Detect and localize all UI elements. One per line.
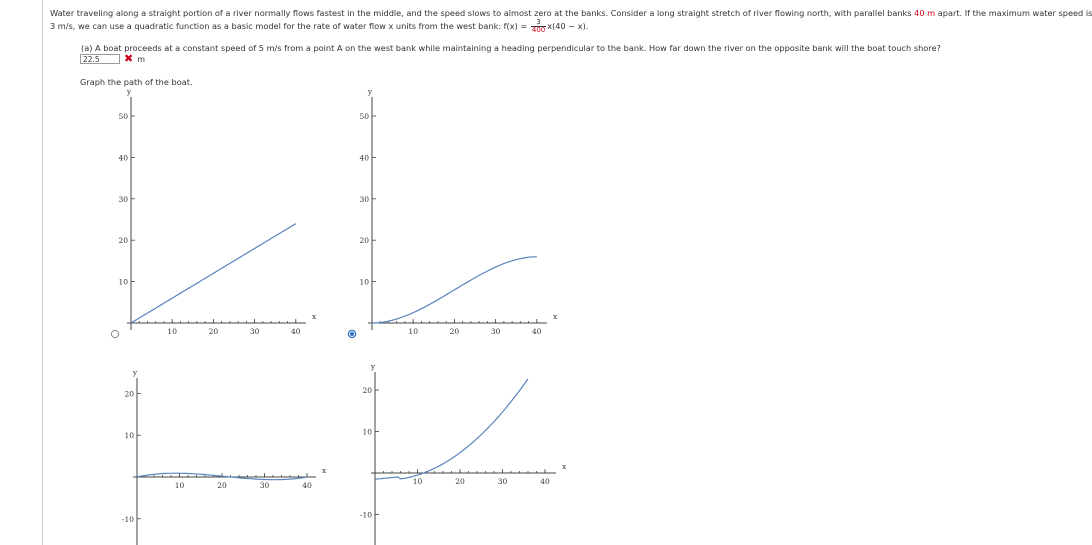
y-tick-label: 40 (359, 153, 369, 163)
y-tick-label: 20 (118, 236, 128, 246)
y-tick-label: 30 (118, 194, 128, 204)
x-tick-label: 10 (167, 327, 177, 336)
graph-option-d[interactable] (360, 362, 567, 545)
graph-prompt: Graph the path of the boat. (80, 77, 193, 87)
x-tick-label: 20 (208, 327, 219, 336)
radio-unselected[interactable] (111, 330, 118, 337)
part-a-question: (a) A boat proceeds at a constant speed of 5 m/s from a point A on the west bank while maintaining a heading perpendicular to the bank. How far down the river on the opposite bank will the boat touch shore? (81, 43, 941, 53)
fraction-denominator: 400 (531, 26, 546, 34)
path-curve (372, 257, 537, 323)
x-tick-label: 20 (455, 477, 465, 486)
problem-text: x(40 − x). (547, 21, 589, 31)
y-tick-label: 20 (124, 389, 134, 399)
graph-option-a[interactable] (111, 87, 317, 338)
graph-option-b[interactable] (348, 87, 558, 338)
answer-input[interactable]: 22.5 (80, 54, 120, 64)
x-tick-label: 30 (497, 477, 508, 486)
y-axis-label: y (370, 362, 376, 371)
y-tick-label: 40 (118, 153, 128, 163)
y-tick-label: 20 (359, 236, 369, 246)
incorrect-icon: ✖ (124, 52, 134, 65)
x-axis-label: x (553, 312, 558, 321)
path-curve (131, 224, 296, 323)
x-tick-label: 10 (408, 327, 418, 336)
y-axis-label: y (126, 87, 132, 96)
x-axis-label: x (312, 312, 317, 321)
x-tick-label: 10 (174, 481, 185, 490)
problem-text: Water traveling along a straight portion of a river normally flows fastest in the middle, and the speed slows to almost zero at the banks. Consider a long straight stretch of river flowing north, with parallel banks (50, 8, 915, 18)
y-tick-label: 10 (118, 277, 128, 287)
path-curve (375, 379, 528, 479)
y-tick-label: 30 (359, 194, 369, 204)
problem-text: 3 m/s, we can use a quadratic function as a basic model for the rate of water flow x units from the west bank: f(x) = (50, 21, 530, 31)
x-tick-label: 20 (217, 481, 227, 490)
x-tick-label: 30 (249, 327, 260, 336)
graph-option-c[interactable] (122, 368, 327, 545)
radio-selected-dot (350, 332, 354, 336)
x-tick-label: 30 (490, 327, 501, 336)
x-tick-label: 40 (540, 477, 550, 486)
unit-label: m (137, 54, 146, 64)
y-tick-label: 10 (359, 277, 369, 287)
x-tick-label: 30 (259, 481, 270, 490)
x-axis-label: x (322, 466, 327, 475)
river-width-value: 40 m (914, 8, 936, 18)
y-tick-label: 20 (362, 386, 372, 395)
x-tick-label: 40 (532, 327, 542, 336)
y-axis-label: y (367, 87, 373, 96)
x-tick-label: 10 (412, 477, 423, 486)
y-tick-label: 50 (359, 112, 369, 121)
y-tick-label: 10 (124, 431, 134, 441)
x-axis-label: x (562, 462, 567, 471)
x-tick-label: 40 (302, 481, 312, 490)
y-tick-label: -10 (359, 510, 372, 520)
x-tick-label: 40 (291, 327, 301, 336)
fraction-numerator: 3 (531, 19, 546, 27)
problem-text: apart. If the maximum water speed is (935, 8, 1092, 18)
y-axis-label: y (132, 368, 138, 377)
y-tick-label: 50 (118, 112, 128, 121)
x-tick-label: 20 (449, 327, 460, 336)
y-tick-label: 10 (362, 427, 372, 437)
y-tick-label: -10 (121, 514, 134, 524)
